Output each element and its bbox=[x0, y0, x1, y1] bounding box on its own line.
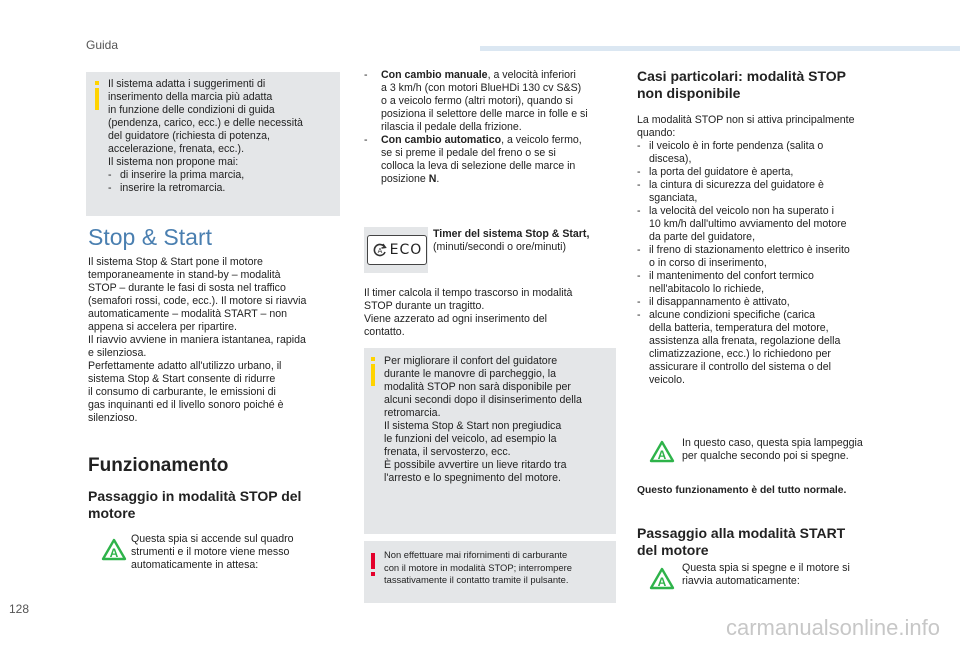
blink-text bbox=[682, 437, 892, 463]
list-item: - il disappannamento è attivato, bbox=[637, 296, 891, 309]
text-line: posiziona il selettore delle marce in folle e si bbox=[381, 108, 588, 120]
heading-line: motore bbox=[88, 505, 136, 521]
stop-conditions-list: - Con cambio manuale, a velocità inferiori a 3 km/h (con motori BlueHDi 130 cv S&S) o a veicolo fermo (altri motori), quando si posiziona il selettore delle marce in folle e si rilascia il pedale della frizione. - Con cambio automatico, a veicolo fermo, se si preme il pedale del freno o se si colloca la leva di selezione delle marce in posizione N. bbox=[364, 69, 616, 186]
warning-exclamation-icon bbox=[371, 553, 375, 569]
svg-text:A: A bbox=[377, 248, 383, 255]
text-line: STOP – durante le fasi di sosta nel traffico bbox=[88, 282, 286, 294]
text-line: Il sistema Stop & Start pone il motore bbox=[88, 256, 263, 268]
list-item: - inserire la retromarcia. bbox=[108, 182, 336, 195]
text-line: appena si accelera per ripartire. bbox=[88, 321, 237, 333]
text-line: temporaneamente in stand-by – modalità bbox=[88, 269, 281, 281]
list-item: - il mantenimento del confort termico nell'abitacolo lo richiede, bbox=[637, 270, 891, 296]
text-line: gas inquinanti ed il livello sonoro poiché è bbox=[88, 399, 284, 411]
text-line: contatto. bbox=[364, 326, 405, 338]
start-mode-text bbox=[682, 562, 892, 588]
text-line: , a veicolo fermo, bbox=[501, 134, 582, 146]
heading-line: Casi particolari: modalità STOP bbox=[637, 68, 847, 84]
svg-text:A: A bbox=[657, 575, 667, 589]
page-number: 128 bbox=[9, 602, 30, 616]
stop-start-arrow-icon bbox=[372, 242, 388, 258]
info-line: Il sistema non propone mai: bbox=[108, 156, 239, 168]
auto-gearbox-label: Con cambio automatico bbox=[381, 134, 502, 146]
warning-line: con il motore in modalità STOP; interrompere bbox=[384, 561, 572, 573]
normal-note: Questo funzionamento è del tutto normale. bbox=[637, 485, 847, 496]
section-label: Guida bbox=[86, 38, 119, 52]
list-item: - alcune condizioni specifiche (carica della batteria, temperatura del motore, assistenza alla frenata, regolazione della climatizzazione, ecc.) lo richiedono per assicurare il controllo del sistema o del veicolo. bbox=[637, 309, 891, 387]
stop-start-title: Stop & Start bbox=[88, 224, 213, 250]
timer-sub: (minuti/secondi o ore/minuti) bbox=[433, 241, 567, 253]
green-a-warning-icon bbox=[649, 567, 675, 591]
heading-line: del motore bbox=[637, 542, 709, 558]
text-line: In questo caso, questa spia lampeggia bbox=[682, 437, 863, 449]
heading-line: Passaggio alla modalità START bbox=[637, 525, 846, 541]
warning-box-refuel bbox=[364, 541, 616, 603]
eco-stop-start-icon bbox=[367, 235, 427, 265]
text-line: a 3 km/h (con motori BlueHDi 130 cv S&S) bbox=[381, 82, 582, 94]
text-line: quando: bbox=[637, 127, 676, 139]
text-line: o a veicolo fermo (altri motori), quando si bbox=[381, 95, 573, 107]
info-line: modalità STOP non sarà disponibile per bbox=[384, 381, 571, 393]
text-line: (semafori rossi, code, ecc.). Il motore si riavvia bbox=[88, 295, 307, 307]
info-line: le funzioni del veicolo, ad esempio la bbox=[384, 433, 557, 445]
text-line: Questa spia si accende sul quadro bbox=[131, 533, 294, 545]
text-line: silenzioso. bbox=[88, 412, 138, 424]
info-line: accelerazione, frenata, ecc.). bbox=[108, 143, 245, 155]
text-line: rilascia il pedale della frizione. bbox=[381, 121, 522, 133]
funzionamento-title: Funzionamento bbox=[88, 455, 229, 476]
watermark: carmanualsonline.info bbox=[725, 615, 940, 640]
stop-mode-title bbox=[88, 488, 301, 522]
stop-start-description bbox=[88, 256, 340, 425]
svg-text:A: A bbox=[657, 448, 667, 462]
gear-position: N bbox=[428, 173, 437, 185]
list-item: - la velocità del veicolo non ha superato i 10 km/h dall'ultimo avviamento del motore da parte del guidatore, bbox=[637, 205, 891, 244]
info-line: retromarcia. bbox=[384, 407, 441, 419]
info-line: del guidatore (richiesta di potenza, bbox=[108, 130, 270, 142]
info-line: (pendenza, carico, ecc.) e delle necessità bbox=[108, 117, 303, 129]
warning-line: Non effettuare mai rifornimenti di carburante bbox=[384, 549, 568, 560]
heading-line: Passaggio in modalità STOP del bbox=[88, 488, 302, 504]
text-line: strumenti e il motore viene messo bbox=[131, 546, 290, 558]
text-line: automaticamente in attesa: bbox=[131, 559, 259, 571]
list-item: - il freno di stazionamento elettrico è inserito o in corso di inserimento, bbox=[637, 244, 891, 270]
manual-gearbox-label: Con cambio manuale bbox=[381, 69, 488, 81]
info-line: Il sistema adatta i suggerimenti di bbox=[108, 78, 266, 90]
list-item: - di inserire la prima marcia, bbox=[108, 169, 336, 182]
text-line: sistema Stop & Start consente di ridurre bbox=[88, 373, 276, 385]
conditions-list bbox=[637, 140, 891, 387]
timer-text bbox=[364, 287, 616, 339]
text-line: Questa spia si spegne e il motore si bbox=[682, 562, 850, 574]
text-line: , a velocità inferiori bbox=[487, 69, 576, 81]
info-box-parking bbox=[364, 348, 616, 534]
info-line: frenata, il servosterzo, ecc. bbox=[384, 446, 511, 458]
eco-label: ECO bbox=[389, 242, 423, 258]
list-item: - la cintura di sicurezza del guidatore è sganciata, bbox=[637, 179, 891, 205]
stop-mode-text bbox=[131, 533, 341, 572]
info-icon bbox=[95, 88, 99, 110]
info-line: in funzione delle condizioni di guida bbox=[108, 104, 275, 116]
list-item: - il veicolo è in forte pendenza (salita o discesa), bbox=[637, 140, 891, 166]
text-line: Viene azzerato ad ogni inserimento del bbox=[364, 313, 547, 325]
info-line: Il sistema Stop & Start non pregiudica bbox=[384, 420, 562, 432]
info-line: inserimento della marcia più adatta bbox=[108, 91, 273, 103]
text-line: Il riavvio avviene in maniera istantanea, rapida bbox=[88, 334, 306, 346]
info-line: È possibile avvertire un lieve ritardo tra bbox=[384, 459, 567, 471]
text-line: posizione bbox=[381, 173, 429, 185]
text-line: La modalità STOP non si attiva principalmente bbox=[637, 114, 855, 126]
text-line: Perfettamente adatto all'utilizzo urbano, il bbox=[88, 360, 282, 372]
svg-text:A: A bbox=[109, 546, 119, 560]
text-line: Il timer calcola il tempo trascorso in modalità bbox=[364, 287, 573, 299]
text-line: automaticamente – modalità START – non bbox=[88, 308, 288, 320]
green-a-warning-icon bbox=[649, 440, 675, 464]
info-line: alcuni secondi dopo il disinserimento della bbox=[384, 394, 582, 406]
timer-label: Timer del sistema Stop & Start, bbox=[433, 228, 590, 240]
timer-heading bbox=[433, 228, 619, 254]
text-line: STOP durante un tragitto. bbox=[364, 300, 485, 312]
text-line: riavvia automaticamente: bbox=[682, 575, 800, 587]
text-line: per qualche secondo poi si spegne. bbox=[682, 450, 849, 462]
info-icon bbox=[371, 364, 375, 386]
info-line: durante le manovre di parcheggio, la bbox=[384, 368, 556, 380]
text-line: e silenziosa. bbox=[88, 347, 147, 359]
info-line: Per migliorare il confort del guidatore bbox=[384, 355, 558, 367]
green-a-warning-icon bbox=[101, 538, 127, 562]
list-item: - la porta del guidatore è aperta, bbox=[637, 166, 891, 179]
special-cases-title bbox=[637, 68, 846, 102]
text-line: se si preme il pedale del freno o se si bbox=[381, 147, 556, 159]
text-line: colloca la leva di selezione delle marce in bbox=[381, 160, 576, 172]
text-line: il consumo di carburante, le emissioni di bbox=[88, 386, 276, 398]
info-line: l'arresto e lo spegnimento del motore. bbox=[384, 472, 561, 484]
warning-line: tassativamente il contatto tramite il pulsante. bbox=[384, 574, 569, 585]
special-cases-text bbox=[637, 114, 891, 387]
start-mode-title bbox=[637, 525, 845, 559]
info-box-gear-suggestion bbox=[86, 72, 340, 216]
header-bar bbox=[480, 46, 960, 51]
heading-line: non disponibile bbox=[637, 85, 741, 101]
eco-icon-box bbox=[364, 227, 428, 273]
